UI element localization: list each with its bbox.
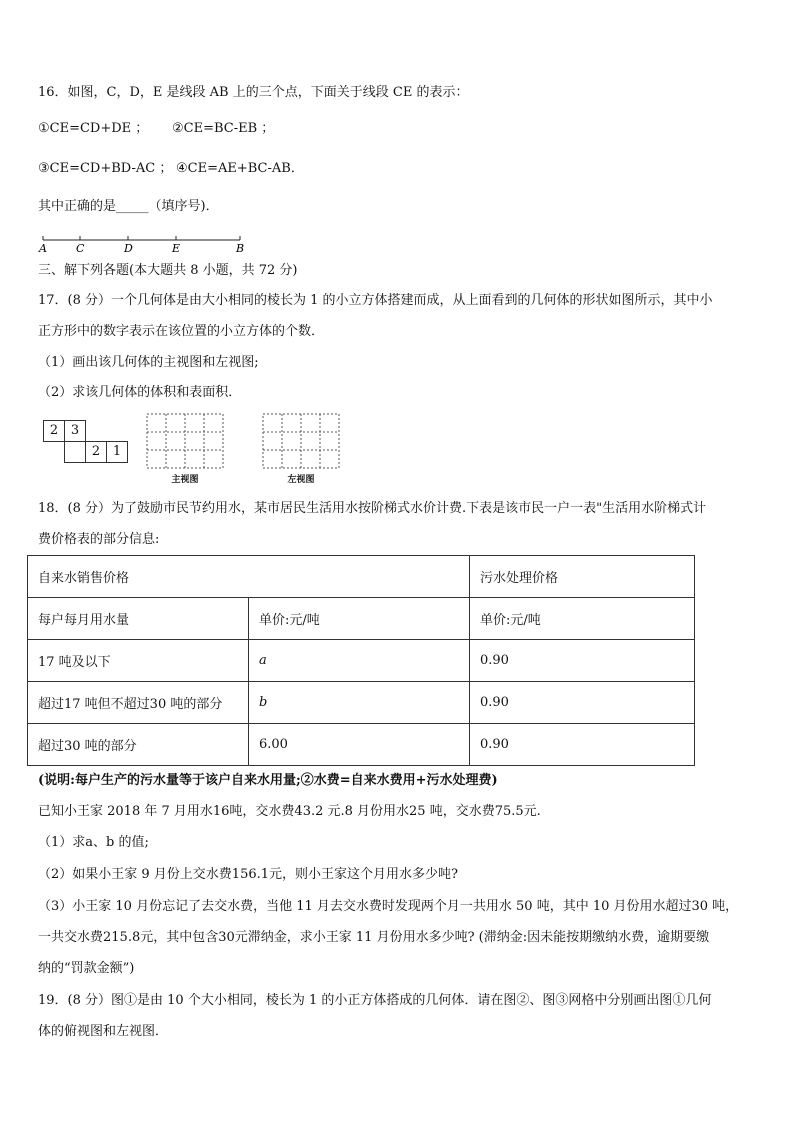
q18-sub-3-line-2: 一共交水费215.8元，其中包含30元滞纳金，求小王家 11 月份用水多少吨? (滞纳金:因未能按期缴纳水费，逾期要缴 — [38, 930, 710, 945]
table-header-sewage: 污水处理价格 — [470, 556, 695, 598]
q16-question: 其中正确的是_____（填序号)． — [38, 199, 219, 214]
q18-known: 已知小王家 2018 年 7 月用水16吨，交水费43.2 元.8 月份用水25 吨，交水费75.5元. — [38, 804, 541, 819]
top-view-cell: 1 — [106, 441, 128, 463]
table-cell: 6.00 — [249, 724, 470, 766]
q16-option-3: ③CE=CD+BD-AC ； — [38, 161, 173, 176]
q19-line-1: 19．(8 分）图①是由 10 个大小相同，棱长为 1 的小正方体搭成的几何体．请在图②、图③网格中分别画出图①几何 — [38, 993, 712, 1008]
table-row — [28, 598, 695, 640]
table-cell: b — [249, 682, 470, 724]
table-row — [28, 682, 695, 724]
q18-line-1: 18．(8 分）为了鼓励市民节约用水，某市居民生活用水按阶梯式水价计费.下表是该市民一户一表"生活用水阶梯式计 — [38, 501, 707, 516]
table-cell: 17 吨及以下 — [28, 640, 249, 682]
front-view-caption: 主视图 — [171, 475, 199, 485]
q18-line-2: 费价格表的部分信息: — [38, 532, 160, 547]
point-a-label: A — [39, 242, 47, 255]
q17-sub-2: （2）求该几何体的体积和表面积． — [38, 385, 242, 400]
top-view-cell: 3 — [64, 420, 86, 442]
q18-sub-2: （2）如果小王家 9 月份上交水费156.1元，则小王家这个月用水多少吨? — [38, 867, 458, 882]
table-header-tap-water: 自来水销售价格 — [28, 556, 470, 598]
q18-sub-1: （1）求a、b 的值; — [38, 835, 149, 850]
section-3-heading: 三、解下列各题(本大题共 8 小题，共 72 分) — [38, 263, 298, 278]
top-view-cell — [64, 441, 86, 463]
water-price-table — [27, 555, 695, 766]
q17-sub-1: （1）画出该几何体的主视图和左视图; — [38, 355, 259, 370]
q18-sub-3-line-3: 纳的“罚款金额”) — [38, 961, 135, 976]
front-view-grid — [146, 413, 226, 473]
top-view-cell: 2 — [43, 420, 65, 442]
point-e-label: E — [172, 242, 181, 255]
point-b-label: B — [236, 242, 245, 255]
q18-sub-3-line-1: （3）小王家 10 月份忘记了去交水费，当他 11 月去交水费时发现两个月一共用水 50 吨，其中 10 月份用水超过30 吨， — [38, 899, 739, 914]
table-row — [28, 556, 695, 598]
top-view-figure — [43, 420, 123, 470]
table-cell: 0.90 — [470, 724, 695, 766]
q16-stem: 16．如图，C，D，E 是线段 AB 上的三个点，下面关于线段 CE 的表示： — [38, 85, 469, 100]
table-header-unit-price: 单价:元/吨 — [249, 598, 470, 640]
top-view-cell: 2 — [85, 441, 107, 463]
q16-option-1: ①CE=CD+DE ； — [38, 121, 149, 136]
q18-note: (说明:每户生产的污水量等于该户自来水用量;②水费=自来水费用+污水处理费) — [38, 773, 498, 788]
table-cell: 超过30 吨的部分 — [28, 724, 249, 766]
point-c-label: C — [76, 242, 85, 255]
table-row — [28, 724, 695, 766]
left-view-caption: 左视图 — [287, 475, 315, 485]
table-cell: a — [249, 640, 470, 682]
q19-line-2: 体的俯视图和左视图． — [38, 1024, 169, 1039]
table-cell: 0.90 — [470, 682, 695, 724]
q17-line-2: 正方形中的数字表示在该位置的小立方体的个数． — [38, 324, 325, 339]
table-header-usage: 每户每月用水量 — [28, 598, 249, 640]
point-d-label: D — [124, 242, 133, 255]
segment-figure — [38, 234, 258, 256]
q16-option-4: ④CE=AE+BC-AB． — [176, 161, 304, 176]
q17-line-1: 17．(8 分）一个几何体是由大小相同的棱长为 1 的小立方体搭建而成，从上面看到的几何体的形状如图所示，其中小 — [38, 293, 713, 308]
table-header-sewage-unit: 单价:元/吨 — [470, 598, 695, 640]
q16-option-2: ②CE=BC-EB ； — [172, 121, 275, 136]
table-cell: 0.90 — [470, 640, 695, 682]
table-cell: 超过17 吨但不超过30 吨的部分 — [28, 682, 249, 724]
table-row — [28, 640, 695, 682]
left-view-grid — [262, 413, 342, 473]
